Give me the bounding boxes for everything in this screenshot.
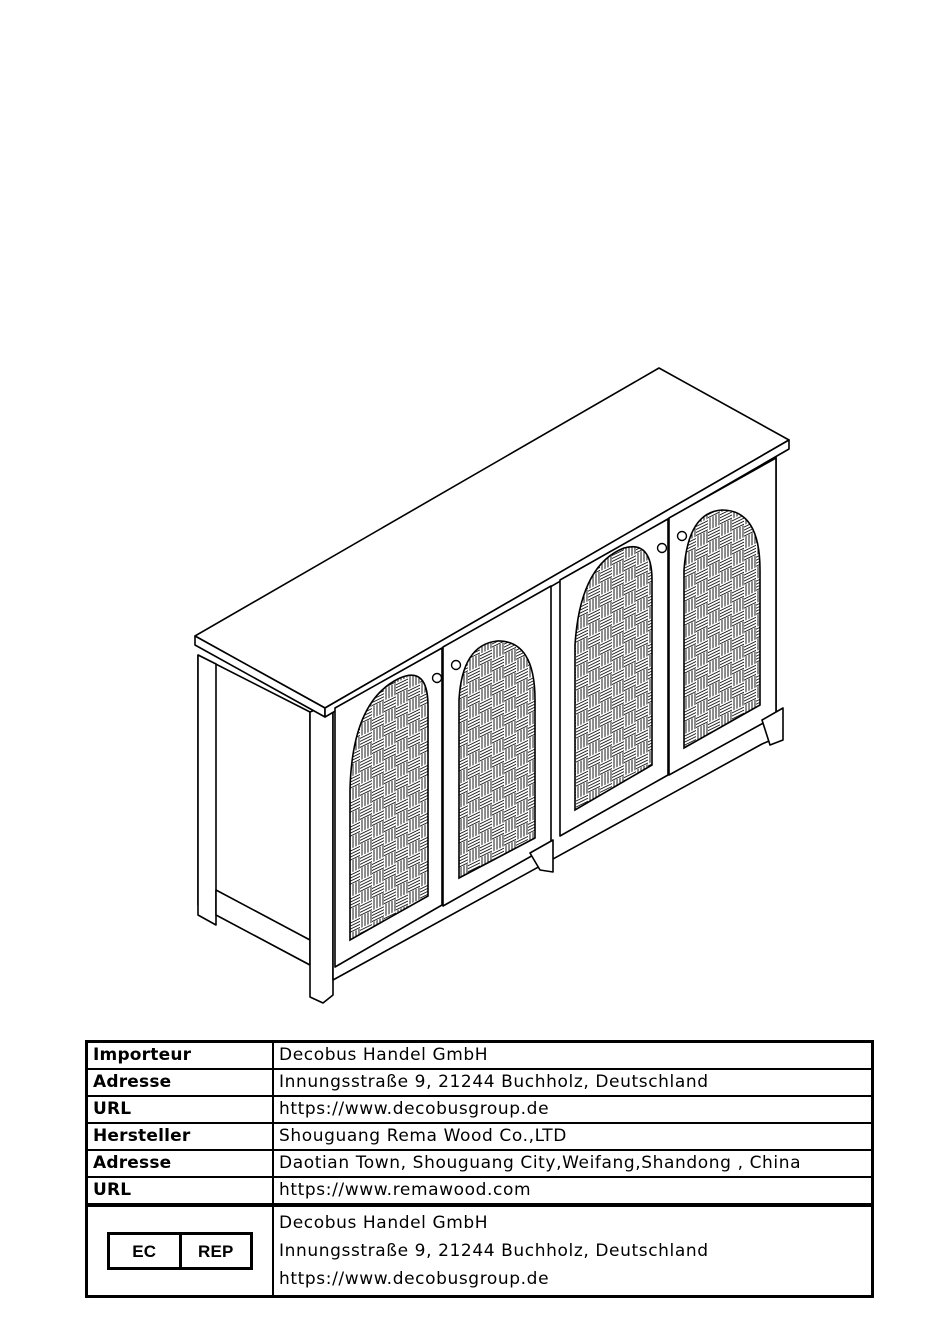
row-value: Innungsstraße 9, 21244 Buchholz, Deutschland — [273, 1069, 873, 1096]
table-row — [87, 1177, 873, 1205]
table-row — [87, 1123, 873, 1150]
row-label: URL — [87, 1096, 274, 1123]
row-value: https://www.remawood.com — [273, 1177, 873, 1205]
weave-panel-3 — [575, 547, 652, 810]
weave-panel-4 — [684, 510, 760, 748]
row-value: Daotian Town, Shouguang City,Weifang,Shandong , China — [273, 1150, 873, 1177]
ec-rep-address: Innungsstraße 9, 21244 Buchholz, Deutschland — [279, 1241, 709, 1261]
row-label: Hersteller — [87, 1123, 274, 1150]
row-value: Decobus Handel GmbH — [273, 1042, 873, 1070]
row-value: https://www.decobusgroup.de — [273, 1096, 873, 1123]
knob-icon — [433, 674, 442, 683]
knob-icon — [658, 544, 667, 553]
weave-panel-2 — [459, 641, 535, 878]
row-label: Importeur — [87, 1042, 274, 1070]
ec-rep-name: Decobus Handel GmbH — [279, 1213, 489, 1233]
ec-rep-symbol-cell — [87, 1205, 274, 1297]
row-label: URL — [87, 1177, 274, 1205]
row-label: Adresse — [87, 1069, 274, 1096]
knob-icon — [678, 532, 687, 541]
product-info-table — [85, 1040, 874, 1298]
front-left-leg — [310, 703, 333, 1003]
ec-symbol-text: EC — [132, 1241, 157, 1261]
table-row — [87, 1096, 873, 1123]
ec-rep-symbol-icon — [107, 1232, 253, 1270]
ec-rep-details — [273, 1205, 873, 1297]
table-row — [87, 1150, 873, 1177]
rep-symbol-text: REP — [179, 1235, 251, 1267]
ec-rep-row — [87, 1205, 873, 1297]
table-row — [87, 1042, 873, 1070]
row-value: Shouguang Rema Wood Co.,LTD — [273, 1123, 873, 1150]
table-row — [87, 1069, 873, 1096]
knob-icon — [452, 661, 461, 670]
row-label: Adresse — [87, 1150, 274, 1177]
ec-rep-url: https://www.decobusgroup.de — [279, 1269, 550, 1289]
